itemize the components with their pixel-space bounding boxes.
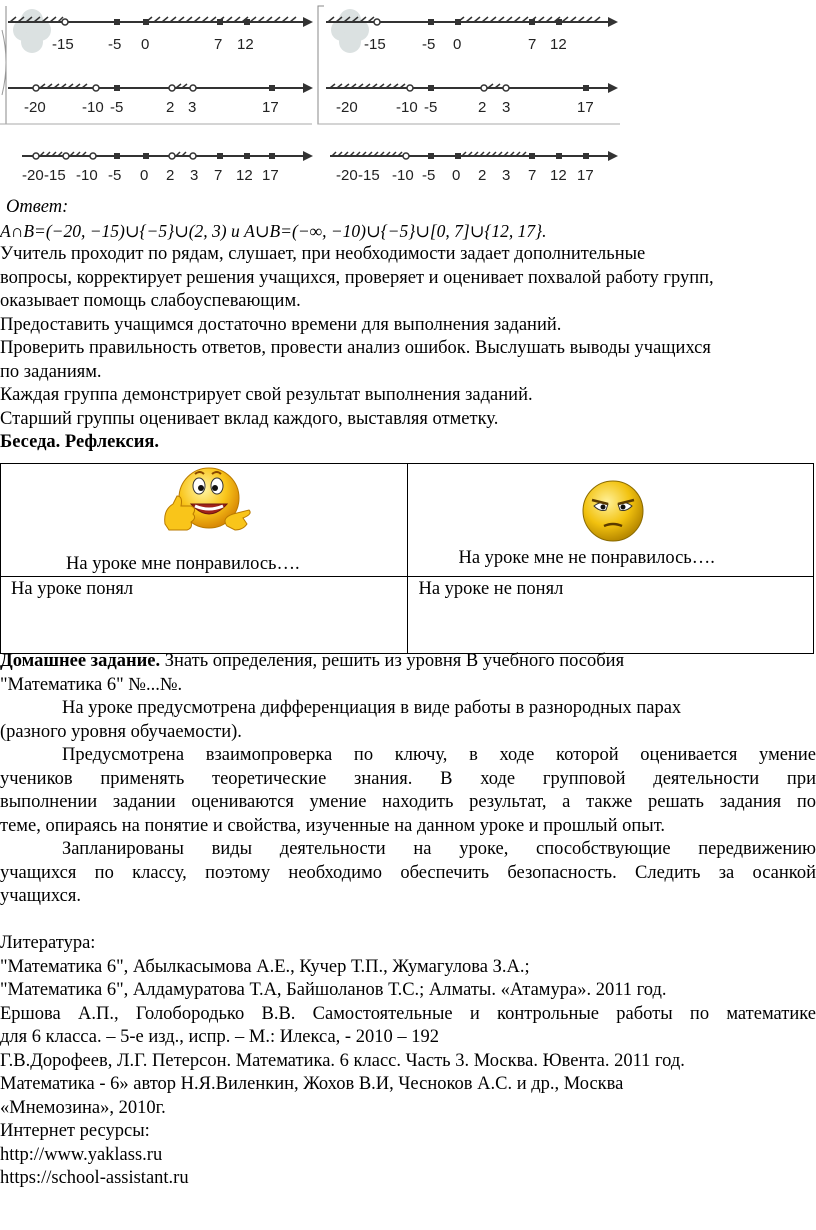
tick-label: 2 [478,99,487,116]
right-number-lines [318,6,620,184]
paragraph-line: Запланированы виды деятельности на уроке, способствующие передвижению [62,839,816,859]
internet-heading: Интернет ресурсы: [0,1121,150,1141]
tick-label: 7 [214,167,223,184]
happy-thumbs-up-smiley-icon [161,464,251,546]
paragraph-line: (разного уровня обучаемости). [0,721,242,742]
tick-label: -20 [336,99,358,116]
tick-label: -5 [110,99,124,116]
tick-label: -15 [364,36,386,53]
tick-label: 17 [262,167,279,184]
homework-text: Знать определения, решить из уровня В учебного пособия [160,651,625,671]
tick-label: -10 [396,99,418,116]
liked-cell [1,464,408,577]
reflection-heading: Беседа. Рефлексия. [0,432,160,452]
tick-label: 0 [141,36,150,53]
literature-item: "Математика 6", Алдамуратова Т.А, Байшоланов Т.С.; Алматы. «Атамура». 2011 год. [0,980,667,1000]
paragraph-line: Проверить правильность ответов, провести анализ ошибок. Выслушать выводы учащихся [0,338,711,358]
tick-label: -15 [44,167,66,184]
tick-label: -20 [336,167,358,184]
tick-label: -10 [82,99,104,116]
paragraph-line: учеников применять теоретические знания. В ходе групповой деятельности при [0,768,816,789]
understood-cell [1,577,408,654]
literature-item: Ершова А.П., Голобородько В.В. Самостоятельные и контрольные работы по математике [0,1003,816,1024]
watermark-flower-icon [13,9,51,53]
answer-block [0,196,816,455]
paragraph-line: Каждая группа демонстрирует свой результат выполнения заданий. [0,385,533,405]
internet-link[interactable]: http://www.yaklass.ru [0,1144,163,1165]
tick-label: 17 [262,99,279,116]
literature-item: «Мнемозина», 2010г. [0,1097,166,1118]
tick-label: 12 [236,167,253,184]
literature-heading: Литература: [0,933,96,953]
paragraph-line: Старший группы оценивает вклад каждого, выставляя отметку. [0,408,499,429]
paragraph-line: учащихся по классу, поэтому необходимо обеспечить безопасность. Следить за осанкой [0,862,816,883]
tick-label: 2 [166,167,175,184]
tick-label: 3 [502,167,511,184]
tick-label: -5 [108,36,122,53]
literature-item: Математика - 6» автор Н.Я.Виленкин, Жохов В.И, Чесноков А.С. и др., Москва [0,1074,624,1094]
tick-label: -5 [108,167,122,184]
homework-line-2: "Математика 6" №...№. [0,674,183,695]
tick-label: 3 [188,99,197,116]
lower-text-block [0,650,816,1191]
literature-item: "Математика 6", Абылкасымова А.Е., Кучер Т.П., Жумагулова З.А.; [0,956,530,977]
tick-label: 3 [502,99,511,116]
tick-label: -20 [22,167,44,184]
paragraph-line: теме, опираясь на понятие и свойства, изученные на данном уроке и прошлый опыт. [0,815,666,836]
tick-label: -5 [424,99,438,116]
tick-label: 17 [577,167,594,184]
answer-formula: A∩B=(−20, −15)∪{−5}∪(2, 3) и A∪B=(−∞, −10)∪{−5}∪[0, 7]∪{12, 17}. [0,220,547,241]
reflection-table [0,463,814,654]
paragraph-line: учащихся. [0,886,81,906]
tick-label: -15 [52,36,74,53]
displeased-smiley-icon [578,478,648,544]
tick-label: 2 [478,167,487,184]
liked-label: На уроке мне понравилось…. [66,554,300,574]
answer-label: Ответ: [6,197,69,217]
internet-link[interactable]: https://school-assistant.ru [0,1168,189,1188]
not-understood-label: На уроке не понял [418,579,564,599]
tick-label: 7 [214,36,223,53]
tick-label: -10 [392,167,414,184]
disliked-cell [408,464,814,577]
tick-label: 7 [528,167,537,184]
not-understood-cell [408,577,814,654]
tick-label: 12 [237,36,254,53]
tick-label: -10 [76,167,98,184]
paragraph-line: Учитель проходит по рядам, слушает, при необходимости задает дополнительные [0,244,646,264]
tick-label: 0 [453,36,462,53]
tick-label: 0 [452,167,461,184]
literature-item: Г.В.Дорофеев, Л.Г. Петерсон. Математика. 6 класс. Часть 3. Москва. Ювента. 2011 год. [0,1050,685,1071]
tick-label: 7 [528,36,537,53]
paragraph-line: На уроке предусмотрена дифференциация в виде работы в разнородных парах [62,698,682,718]
blank-line [0,909,816,933]
homework-label: Домашнее задание. [0,651,161,671]
paragraph-line: Предусмотрена взаимопроверка по ключу, в ходе которой оценивается умение [62,745,816,765]
number-lines-figure [0,0,816,195]
disliked-label: На уроке мне не понравилось…. [458,548,715,568]
tick-label: -20 [24,99,46,116]
tick-label: -5 [422,167,436,184]
tick-label: 12 [550,167,567,184]
tick-label: 3 [190,167,199,184]
literature-item: для 6 класса. – 5-е изд., испр. – М.: Илекса, - 2010 – 192 [0,1027,439,1047]
homework-line [0,650,816,674]
tick-label: -15 [358,167,380,184]
paragraph-line: выполнении задании оцениваются умение находить результат, а также решать задания по [0,792,816,812]
paragraph-line: оказывает помощь слабоуспевающим. [0,291,301,311]
paragraph-line: Предоставить учащимся достаточно времени для выполнения заданий. [0,314,562,335]
tick-label: 17 [577,99,594,116]
left-number-lines [0,6,313,184]
tick-label: 2 [166,99,175,116]
paragraph-line: вопросы, корректирует решения учащихся, проверяет и оценивает похвалой работу групп, [0,267,714,288]
tick-label: 0 [140,167,149,184]
understood-label: На уроке понял [11,579,134,599]
tick-label: 12 [550,36,567,53]
paragraph-line: по заданиям. [0,361,102,382]
tick-label: -5 [422,36,436,53]
